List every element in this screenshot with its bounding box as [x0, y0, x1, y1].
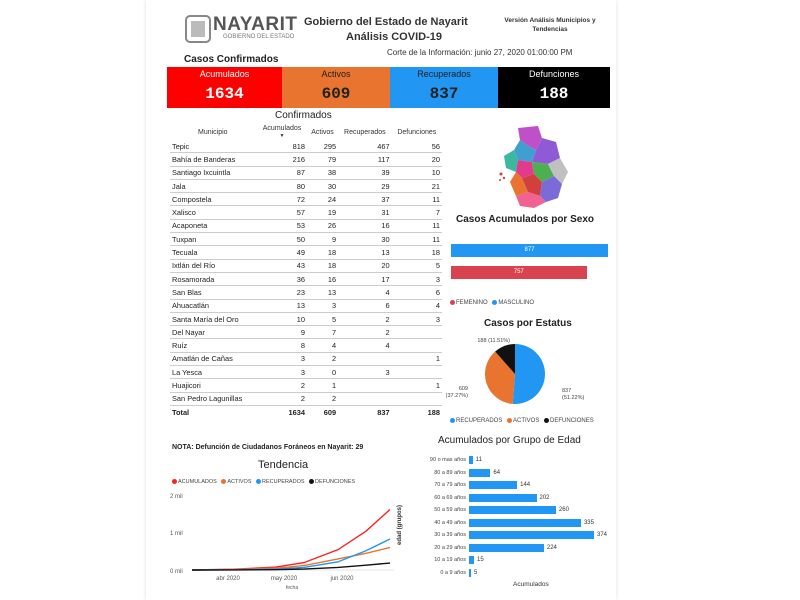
kpi-defunciones[interactable]	[498, 67, 610, 108]
cell-value: 39	[338, 166, 392, 179]
age-bar[interactable]	[469, 456, 473, 464]
sex-chart-title: Casos Acumulados por Sexo	[456, 214, 594, 225]
cell-value: 13	[257, 299, 307, 312]
cell-value: 57	[257, 206, 307, 219]
legend-item[interactable]: DEFUNCIONES	[550, 418, 594, 425]
table-row[interactable]	[170, 166, 442, 179]
age-row[interactable]	[411, 455, 482, 465]
age-row[interactable]	[411, 543, 557, 553]
age-group-label: 60 a 69 años	[434, 494, 466, 501]
cell-value	[392, 339, 442, 352]
pie-label-recuperados: 837 (51.22%)	[562, 388, 585, 401]
age-bar[interactable]	[469, 469, 490, 477]
table-row[interactable]	[170, 140, 442, 153]
cell-value: 2	[257, 379, 307, 392]
legend-item[interactable]: ACTIVOS	[513, 418, 540, 425]
age-bar-value: 260	[558, 507, 569, 513]
age-group-label: 80 a 89 años	[434, 469, 466, 476]
x-axis-label: fecha	[285, 585, 299, 591]
age-group-label: 40 a 49 años	[434, 519, 466, 526]
cell-value: 80	[257, 179, 307, 192]
cell-value: 17	[338, 272, 392, 285]
version-label: Versión Análisis Municipios y Tendencias	[504, 17, 596, 33]
cutoff-date: Corte de la Información: junio 27, 2020 01:00:00 PM	[387, 48, 573, 57]
status-legend	[450, 418, 594, 424]
age-bar-value: 5	[474, 569, 478, 576]
age-row[interactable]	[411, 568, 477, 578]
legend-dot-icon	[221, 479, 226, 484]
cell-value: 18	[307, 246, 338, 259]
kpi-label: Activos	[321, 69, 351, 79]
cell-value: 43	[257, 259, 307, 272]
cell-municipio: Jala	[170, 179, 257, 192]
cell-value: 7	[307, 326, 338, 339]
legend-dot-icon	[450, 300, 455, 305]
total-cell: 837	[338, 405, 392, 420]
cell-value: 5	[307, 312, 338, 325]
kpi-acumulados[interactable]	[167, 67, 282, 108]
cell-municipio: Tecuala	[170, 246, 257, 259]
table-row[interactable]	[170, 339, 442, 352]
legend-item[interactable]: ACUMULADOS	[178, 479, 217, 485]
table-row[interactable]	[170, 206, 442, 219]
cell-value: 4	[338, 286, 392, 299]
cell-value: 49	[257, 246, 307, 259]
age-bar-value: 11	[475, 457, 482, 463]
cell-value: 18	[392, 246, 442, 259]
pie-slice-recuperados[interactable]	[513, 344, 545, 404]
trend-line-acumulados[interactable]	[192, 510, 390, 570]
table-row[interactable]	[170, 179, 442, 192]
cell-municipio: Del Nayar	[170, 326, 257, 339]
trend-legend	[172, 479, 355, 485]
kpi-value: 609	[321, 85, 351, 103]
age-row[interactable]	[411, 518, 594, 528]
age-y-axis-label: edad (grupos)	[397, 505, 403, 545]
nayarit-map[interactable]	[498, 124, 574, 210]
legend-dot-icon	[544, 418, 549, 423]
col-header-recuperados[interactable]: Recuperados	[344, 128, 386, 136]
table-row[interactable]	[170, 352, 442, 365]
bar-label: 877	[524, 247, 535, 253]
kpi-value: 837	[429, 85, 459, 103]
table-row[interactable]	[170, 366, 442, 379]
cell-value: 26	[307, 219, 338, 232]
legend-dot-icon	[309, 479, 314, 484]
cell-value: 23	[257, 286, 307, 299]
cell-value: 6	[392, 286, 442, 299]
pie-label-defunciones: 188 (11.51%)	[477, 338, 510, 344]
table-row[interactable]	[170, 272, 442, 285]
table-row[interactable]	[170, 233, 442, 246]
x-tick-label: may 2020	[270, 576, 298, 582]
cell-municipio: Tuxpan	[170, 233, 257, 246]
bar-label: 757	[513, 269, 524, 275]
cell-value: 87	[257, 166, 307, 179]
y-tick-label: 2 mil	[170, 494, 183, 500]
age-bar[interactable]	[469, 544, 544, 552]
age-row[interactable]	[411, 480, 530, 490]
cell-municipio: Acaponeta	[170, 219, 257, 232]
total-cell: 1634	[257, 405, 307, 420]
y-tick-label: 1 mil	[170, 531, 183, 537]
cell-value: 4	[307, 339, 338, 352]
age-row[interactable]	[411, 505, 569, 515]
legend-dot-icon	[507, 418, 512, 423]
page-subtitle: Análisis COVID-19	[346, 31, 442, 43]
municipality-table	[170, 124, 442, 420]
cell-value: 16	[338, 219, 392, 232]
table-row[interactable]	[170, 246, 442, 259]
legend-dot-icon	[256, 479, 261, 484]
cell-value: 3	[307, 299, 338, 312]
kpi-value: 1634	[205, 85, 244, 103]
sex-bar-femenino[interactable]	[451, 266, 587, 279]
table-total-row	[170, 405, 442, 420]
cell-value: 16	[307, 272, 338, 285]
cell-municipio: Ruíz	[170, 339, 257, 352]
legend-item[interactable]: RECUPERADOS	[456, 418, 503, 425]
cell-value: 1	[392, 352, 442, 365]
age-bar[interactable]	[469, 556, 474, 564]
age-row[interactable]	[411, 493, 550, 503]
cell-value: 13	[307, 286, 338, 299]
cell-municipio: Tepic	[170, 140, 257, 153]
legend-item[interactable]: RECUPERADOS	[262, 479, 305, 485]
x-tick-label: abr 2020	[216, 576, 240, 582]
table-row[interactable]	[170, 379, 442, 392]
trend-line-chart[interactable]	[168, 490, 400, 594]
legend-dot-icon	[492, 300, 497, 305]
cell-value: 29	[338, 179, 392, 192]
cell-value	[338, 392, 392, 405]
age-group-label: 70 a 79 años	[434, 482, 466, 488]
cell-value: 79	[307, 153, 338, 166]
table-row[interactable]	[170, 299, 442, 312]
cell-municipio: Santiago Ixcuintla	[170, 166, 257, 179]
cell-value: 7	[392, 206, 442, 219]
cell-value: 11	[392, 193, 442, 206]
sex-bar-masculino[interactable]	[451, 244, 608, 257]
kpi-label: Acumulados	[199, 69, 250, 79]
cell-value	[392, 392, 442, 405]
cell-value: 11	[392, 233, 442, 246]
state-seal-icon	[184, 14, 212, 44]
cell-value: 1	[307, 379, 338, 392]
legend-item[interactable]: MASCULINO	[498, 300, 535, 307]
age-group-label: 30 a 39 años	[434, 532, 466, 538]
table-row[interactable]	[170, 193, 442, 206]
age-bar-value: 64	[493, 469, 501, 476]
age-bar-value: 202	[539, 494, 550, 501]
cell-value	[338, 379, 392, 392]
cell-value: 10	[392, 166, 442, 179]
cell-value: 3	[392, 272, 442, 285]
trend-line-activos[interactable]	[192, 547, 390, 570]
legend-dot-icon	[450, 418, 455, 423]
cell-value: 53	[257, 219, 307, 232]
age-group-label: 0 a 9 años	[440, 569, 466, 576]
age-bar-value: 335	[583, 519, 594, 526]
age-bar-chart[interactable]	[411, 455, 611, 581]
cell-value: 18	[307, 259, 338, 272]
age-chart-title: Acumulados por Grupo de Edad	[438, 435, 581, 446]
page-title: Gobierno del Estado de Nayarit	[304, 16, 468, 28]
kpi-activos[interactable]	[282, 67, 390, 108]
cell-value: 20	[338, 259, 392, 272]
age-bar[interactable]	[469, 569, 471, 577]
cell-value: 37	[338, 193, 392, 206]
cell-value: 50	[257, 233, 307, 246]
kpi-label: Defunciones	[528, 69, 580, 79]
age-row[interactable]	[411, 555, 484, 565]
cell-municipio: Ixtlán del Río	[170, 259, 257, 272]
table-row[interactable]	[170, 259, 442, 272]
status-pie-chart[interactable]	[440, 334, 600, 414]
table-title: Confirmados	[275, 110, 332, 121]
cell-value: 117	[338, 153, 392, 166]
cell-value	[392, 366, 442, 379]
legend-item[interactable]: ACTIVOS	[227, 479, 252, 485]
cell-value: 4	[338, 339, 392, 352]
cell-municipio: Rosamorada	[170, 272, 257, 285]
age-group-label: 50 a 59 años	[434, 507, 466, 513]
age-bar-value: 15	[477, 557, 484, 563]
age-bar-value: 144	[520, 482, 531, 488]
cell-value: 19	[307, 206, 338, 219]
cell-value: 30	[338, 233, 392, 246]
cell-value: 10	[257, 312, 307, 325]
cell-value: 2	[257, 392, 307, 405]
cell-value: 72	[257, 193, 307, 206]
cell-value: 30	[307, 179, 338, 192]
cell-municipio: La Yesca	[170, 366, 257, 379]
col-header-municipio[interactable]: Municipio	[198, 128, 228, 136]
legend-dot-icon	[172, 479, 177, 484]
kpi-recuperados[interactable]	[390, 67, 498, 108]
sex-legend	[450, 300, 534, 306]
foreign-deaths-note: NOTA: Defunción de Ciudadanos Foráneos en Nayarit: 29	[172, 444, 364, 451]
cell-value: 295	[307, 140, 338, 153]
age-bar-value: 374	[597, 532, 608, 538]
cell-value	[392, 326, 442, 339]
table-row[interactable]	[170, 153, 442, 166]
age-group-label: 90 o mas años	[429, 457, 466, 463]
status-chart-title: Casos por Estatus	[484, 318, 572, 329]
cell-value: 2	[307, 392, 338, 405]
total-cell: Total	[170, 405, 257, 420]
table-row[interactable]	[170, 219, 442, 232]
cell-value: 2	[338, 326, 392, 339]
age-group-label: 20 a 29 años	[434, 544, 466, 551]
table-row[interactable]	[170, 392, 442, 405]
cell-value: 13	[338, 246, 392, 259]
cell-value: 1	[392, 379, 442, 392]
cell-municipio: Santa María del Oro	[170, 312, 257, 325]
cell-value: 21	[392, 179, 442, 192]
total-cell: 609	[307, 405, 338, 420]
age-bar[interactable]	[469, 481, 517, 489]
sort-desc-icon: ▼	[279, 133, 285, 139]
cell-value: 216	[257, 153, 307, 166]
cell-value: 5	[392, 259, 442, 272]
cell-value: 2	[338, 312, 392, 325]
cell-value: 3	[392, 312, 442, 325]
cell-municipio: San Blas	[170, 286, 257, 299]
legend-item[interactable]: FEMENINO	[456, 300, 488, 307]
kpi-value: 188	[539, 85, 569, 103]
cell-value: 24	[307, 193, 338, 206]
cell-value: 3	[338, 366, 392, 379]
total-cell: 188	[392, 405, 442, 420]
cell-value: 467	[338, 140, 392, 153]
trend-chart-title: Tendencia	[258, 459, 309, 471]
cell-municipio: Xalisco	[170, 206, 257, 219]
cell-municipio: San Pedro Lagunillas	[170, 392, 257, 405]
cell-value: 818	[257, 140, 307, 153]
cell-municipio: Ahuacatlán	[170, 299, 257, 312]
pie-label-activos: 609 (37.27%)	[445, 386, 468, 399]
age-bar[interactable]	[469, 519, 581, 527]
kpi-label: Recuperados	[417, 69, 471, 79]
cell-value	[338, 352, 392, 365]
age-bar-value: 224	[546, 544, 557, 551]
cell-value: 56	[392, 140, 442, 153]
table-row[interactable]	[170, 326, 442, 339]
legend-item[interactable]: DEFUNCIONES	[315, 479, 356, 485]
cell-value: 6	[338, 299, 392, 312]
cell-value: 20	[392, 153, 442, 166]
cell-municipio: Huajicori	[170, 379, 257, 392]
col-header-acumulados[interactable]: Acumulados ▼	[262, 125, 302, 139]
logo-subtext: GOBIERNO DEL ESTADO	[223, 34, 295, 40]
cell-municipio: Amatlán de Cañas	[170, 352, 257, 365]
age-bar[interactable]	[469, 506, 556, 514]
cell-value: 3	[257, 366, 307, 379]
confirmed-section-title: Casos Confirmados	[184, 54, 279, 65]
cell-value: 3	[257, 352, 307, 365]
cell-value: 0	[307, 366, 338, 379]
age-group-label: 10 a 19 años	[434, 557, 466, 563]
age-x-axis-label: Acumulados	[513, 581, 549, 588]
x-tick-label: jun 2020	[330, 576, 354, 582]
table-row[interactable]	[170, 312, 442, 325]
cell-value: 36	[257, 272, 307, 285]
cell-value: 31	[338, 206, 392, 219]
cell-value: 8	[257, 339, 307, 352]
y-tick-label: 0 mil	[170, 569, 183, 575]
age-row[interactable]	[411, 468, 500, 478]
col-header-activos[interactable]: Activos	[311, 128, 334, 136]
age-bar[interactable]	[469, 494, 537, 502]
cell-value: 9	[257, 326, 307, 339]
cell-value: 4	[392, 299, 442, 312]
table-row[interactable]	[170, 286, 442, 299]
cell-municipio: Bahía de Banderas	[170, 153, 257, 166]
cell-value: 9	[307, 233, 338, 246]
age-row[interactable]	[411, 530, 607, 540]
col-header-defunciones[interactable]: Defunciones	[397, 128, 437, 136]
cell-value: 11	[392, 219, 442, 232]
cell-value: 38	[307, 166, 338, 179]
cell-value: 2	[307, 352, 338, 365]
cell-municipio: Compostela	[170, 193, 257, 206]
logo-text: NAYARIT	[213, 14, 298, 35]
age-bar[interactable]	[469, 531, 594, 539]
